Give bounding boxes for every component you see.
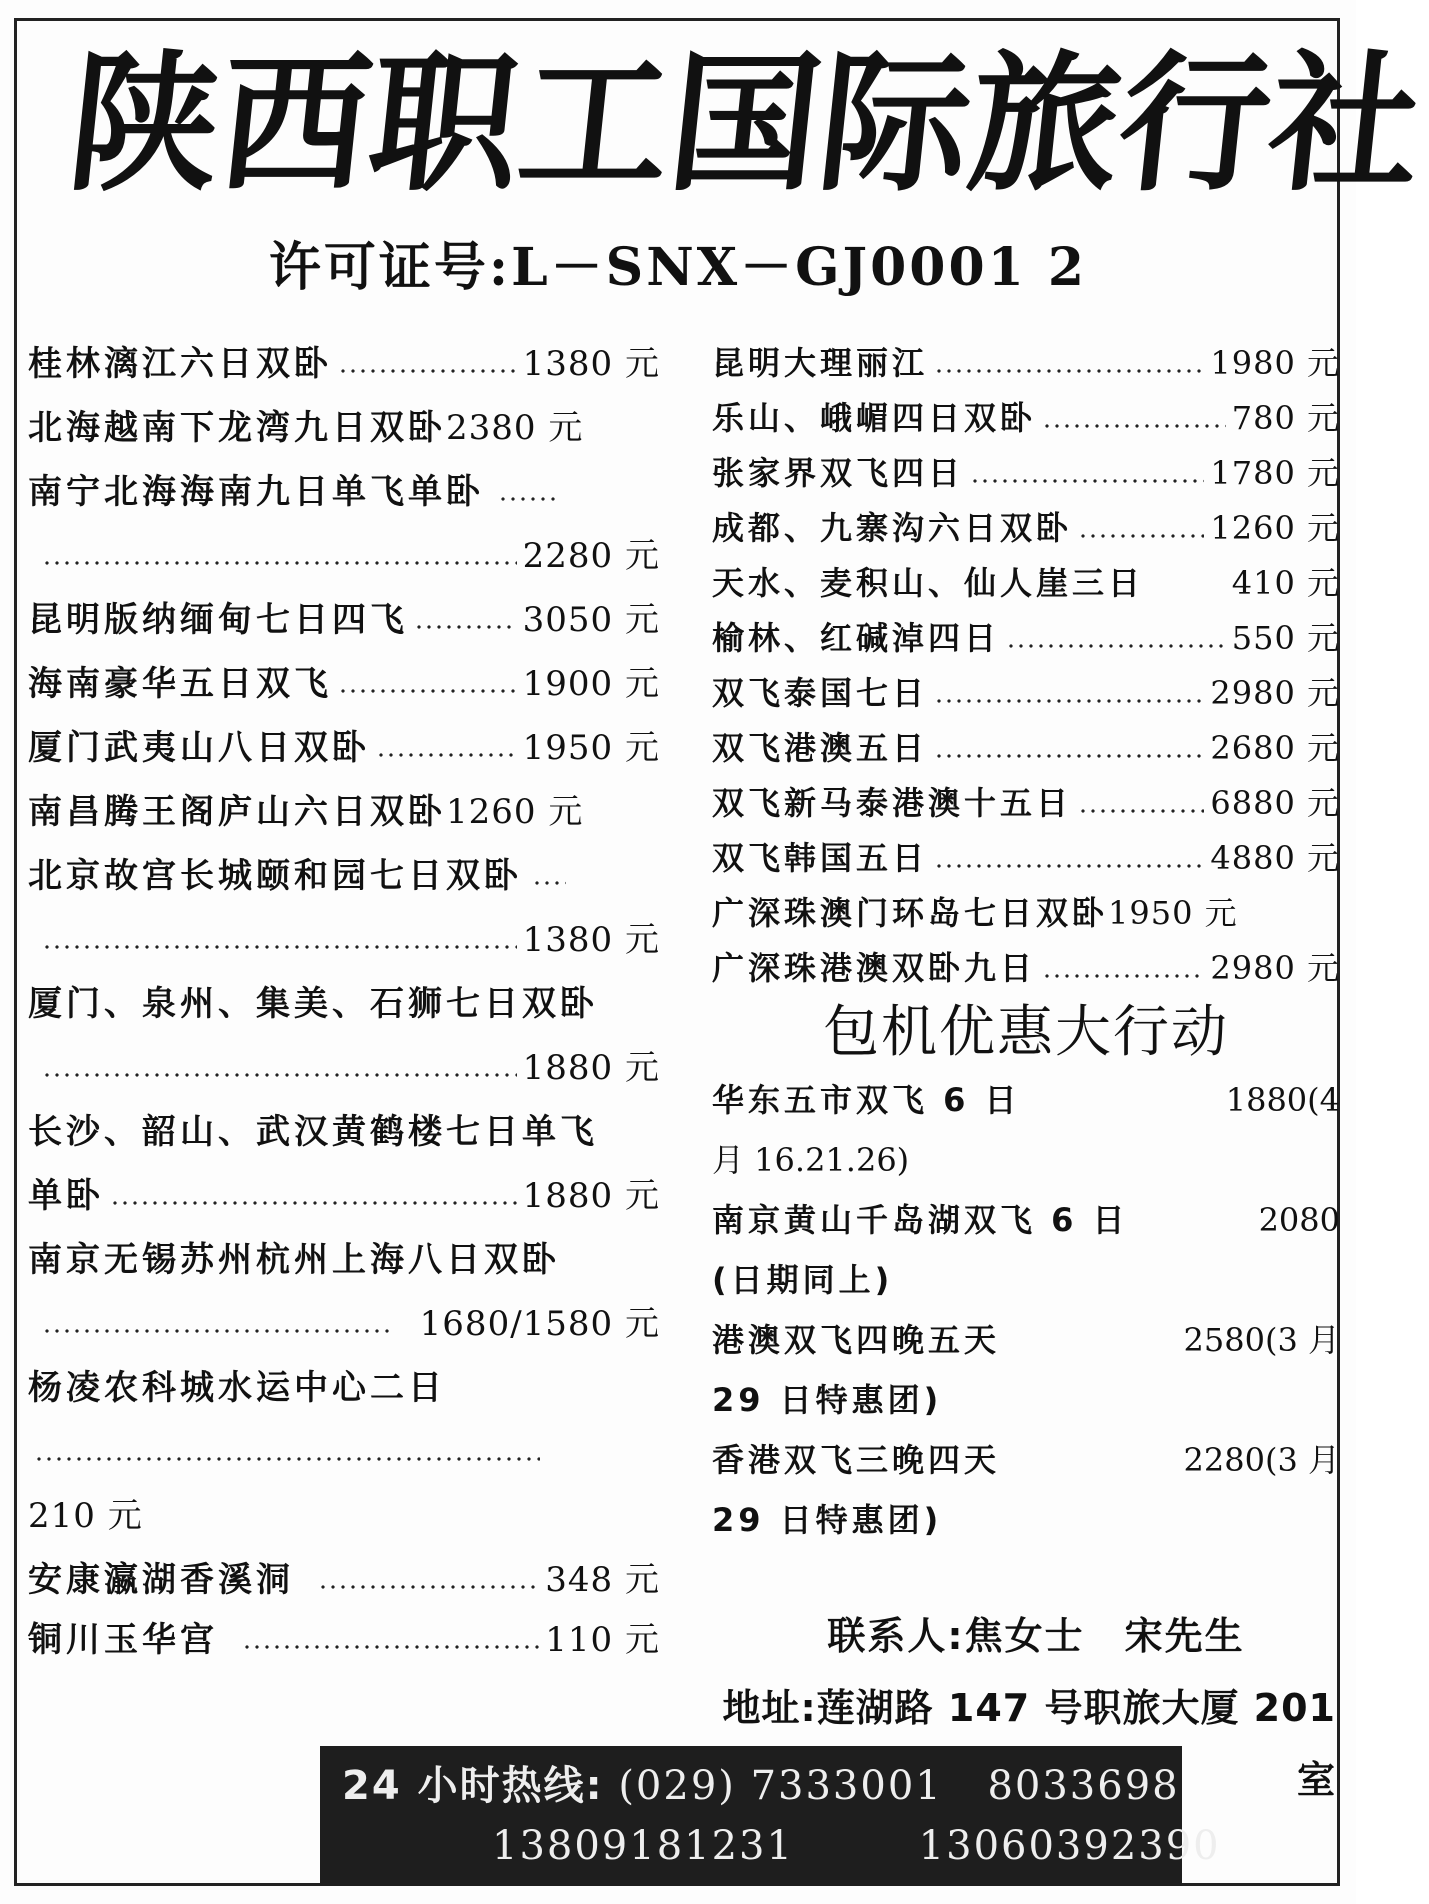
promo-name: 港澳双飞四晚五天 <box>712 1321 1001 1359</box>
list-item <box>712 611 1340 666</box>
promo-price: 2280(3 月 <box>1183 1441 1340 1479</box>
leader-dots <box>338 369 517 373</box>
mobile-number: 13060392390 <box>918 1823 1221 1869</box>
tour-price: 110 元 <box>545 1620 660 1660</box>
leader-dots <box>42 945 517 949</box>
leader-dots <box>970 479 1204 483</box>
tour-name: 双飞新马泰港澳十五日 <box>712 784 1073 822</box>
list-item <box>28 1612 660 1668</box>
title-char: 国 <box>660 36 830 212</box>
tour-price: 1380 元 <box>522 344 660 384</box>
leader-dots <box>934 369 1204 373</box>
list-item <box>28 1292 660 1356</box>
leader-dots <box>1078 809 1204 813</box>
promo-price: 2580(3 月 <box>1183 1321 1340 1359</box>
leader-dots <box>1006 644 1226 648</box>
list-item <box>712 666 1340 721</box>
leader-dots <box>1042 424 1226 428</box>
tour-price: 2280 元 <box>522 536 660 576</box>
promo-price: 1880(4 <box>1225 1081 1340 1119</box>
hotline-row <box>342 1756 1180 1816</box>
list-item <box>28 1036 660 1100</box>
tour-name: 广深珠港澳双卧九日 <box>712 949 1037 987</box>
tour-name: 厦门武夷山八日双卧 <box>28 728 370 768</box>
contact-person: 联系人:焦女士 宋先生 <box>827 1614 1245 1658</box>
tour-name: 铜川玉华宫 <box>28 1620 218 1660</box>
list-item <box>28 1420 660 1484</box>
leader-dots <box>414 625 517 629</box>
list-item <box>28 1548 660 1612</box>
tour-name: 昆明大理丽江 <box>712 344 929 382</box>
hotline-label: 24 小时热线: <box>342 1763 604 1809</box>
leader-dots <box>242 1645 539 1649</box>
tour-name: 海南豪华五日双飞 <box>28 664 332 704</box>
title-char: 旅 <box>960 36 1130 212</box>
promo-price: 2080 <box>1258 1201 1340 1239</box>
tour-price: 1950 元 <box>1108 894 1238 932</box>
tour-name: 广深珠澳门环岛七日双卧 <box>712 894 1109 932</box>
leader-dots <box>42 561 517 565</box>
phone-number: 8033698 <box>987 1763 1180 1809</box>
tour-price: 4880 元 <box>1210 839 1340 877</box>
tour-price: 1780 元 <box>1210 454 1340 492</box>
leader-dots <box>338 689 517 693</box>
promo-note-text: (日期同上) <box>712 1261 894 1299</box>
promo-note <box>712 1370 1340 1430</box>
tour-price: 1680/1580 元 <box>419 1304 660 1344</box>
list-item <box>28 1100 660 1164</box>
list-item <box>28 652 660 716</box>
list-item <box>28 1356 660 1420</box>
tour-name: 双飞泰国七日 <box>712 674 929 712</box>
list-item <box>712 831 1340 886</box>
promo-name: 香港双飞三晚四天 <box>712 1441 1001 1479</box>
tour-price: 550 元 <box>1231 619 1340 657</box>
hotline-row <box>342 1816 1221 1876</box>
tour-name: 南京无锡苏州杭州上海八日双卧 <box>28 1240 560 1280</box>
promo-name: 南京黄山千岛湖双飞 6 日 <box>712 1201 1129 1239</box>
tour-price: 348 元 <box>545 1560 660 1600</box>
title-char: 西 <box>210 36 380 212</box>
tour-name: 榆林、红碱淖四日 <box>712 619 1001 657</box>
promo-note <box>712 1130 1340 1190</box>
title-char: 社 <box>1260 36 1429 212</box>
promo-name: 华东五市双飞 6 日 <box>712 1081 1021 1119</box>
charter-promo-heading: 包机优惠大行动 <box>823 1000 1229 1065</box>
list-item <box>712 1310 1340 1370</box>
tour-price: 1950 元 <box>522 728 660 768</box>
title-char: 行 <box>1110 36 1280 212</box>
tour-name: 双飞韩国五日 <box>712 839 929 877</box>
promo-note <box>712 1250 1340 1310</box>
leader-dots <box>42 1329 390 1333</box>
list-item <box>28 1228 660 1292</box>
tour-name: 双飞港澳五日 <box>712 729 929 767</box>
list-item <box>712 941 1340 996</box>
tour-name: 安康瀛湖香溪洞 <box>28 1560 294 1600</box>
title-char: 工 <box>510 36 680 212</box>
list-item <box>712 446 1340 501</box>
list-item <box>28 332 660 396</box>
list-item <box>28 716 660 780</box>
mobile-number: 13809181231 <box>492 1823 794 1869</box>
list-item <box>712 776 1340 831</box>
tour-price: 2380 元 <box>446 408 584 448</box>
promo-note <box>712 1490 1340 1550</box>
leader-dots <box>376 753 517 757</box>
list-item <box>28 460 660 524</box>
leader-dots <box>42 1073 517 1077</box>
list-item <box>28 396 660 460</box>
leader-dots <box>498 497 558 501</box>
title-char: 职 <box>360 36 530 212</box>
left-tour-list <box>28 332 660 1668</box>
list-item <box>28 1484 660 1548</box>
tour-price: 1880 元 <box>522 1176 660 1216</box>
leader-dots <box>934 864 1204 868</box>
tour-price: 1900 元 <box>522 664 660 704</box>
list-item <box>712 336 1340 391</box>
leader-dots <box>110 1201 517 1205</box>
phone-number: (029) 7333001 <box>618 1763 943 1809</box>
list-item <box>28 844 660 908</box>
tour-name: 天水、麦积山、仙人崖三日 <box>712 564 1145 602</box>
tour-price: 2680 元 <box>1210 729 1340 767</box>
title-char: 际 <box>810 36 980 212</box>
title-char: 陕 <box>60 36 230 212</box>
list-item <box>28 972 660 1036</box>
promo-note-text: 29 日特惠团) <box>712 1501 943 1539</box>
tour-name: 杨凌农科城水运中心二日 <box>28 1368 446 1408</box>
tour-name: 桂林漓江六日双卧 <box>28 344 332 384</box>
tour-price: 780 元 <box>1231 399 1340 437</box>
tour-name: 单卧 <box>28 1176 104 1216</box>
leader-dots <box>934 754 1204 758</box>
tour-price: 410 元 <box>1231 564 1340 602</box>
tour-price: 1880 元 <box>522 1048 660 1088</box>
leader-dots <box>934 699 1204 703</box>
list-item <box>28 1164 660 1228</box>
right-tour-list <box>712 336 1340 1550</box>
tour-name: 昆明版纳缅甸七日四飞 <box>28 600 408 640</box>
list-item <box>712 1070 1340 1130</box>
tour-name: 成都、九寨沟六日双卧 <box>712 509 1073 547</box>
tour-price: 6880 元 <box>1210 784 1340 822</box>
tour-price: 2980 元 <box>1210 949 1340 987</box>
tour-name: 乐山、峨嵋四日双卧 <box>712 399 1037 437</box>
list-item <box>712 501 1340 556</box>
leader-dots <box>1042 974 1204 978</box>
list-item <box>712 391 1340 446</box>
leader-dots <box>532 881 566 885</box>
list-item <box>712 1430 1340 1490</box>
tour-name: 长沙、韶山、武汉黄鹤楼七日单飞 <box>28 1112 598 1152</box>
list-item <box>712 886 1340 941</box>
list-item <box>712 556 1340 611</box>
hotline-box <box>320 1746 1221 1886</box>
list-item <box>28 588 660 652</box>
tour-price: 1260 元 <box>446 792 584 832</box>
tour-name: 北海越南下龙湾九日双卧 <box>28 408 446 448</box>
contact-address: 地址:莲湖路 147 号职旅大厦 201 室 <box>722 1686 1336 1802</box>
tour-price: 1260 元 <box>1210 509 1340 547</box>
list-item <box>28 908 660 972</box>
tour-name: 南昌腾王阁庐山六日双卧 <box>28 792 446 832</box>
list-item <box>28 524 660 588</box>
tour-name: 北京故宫长城颐和园七日双卧 <box>28 856 522 896</box>
promo-note-text: 29 日特惠团) <box>712 1381 943 1419</box>
leader-dots <box>1078 534 1204 538</box>
leader-dots <box>34 1457 540 1461</box>
tour-name: 南宁北海海南九日单飞单卧 <box>28 472 484 512</box>
tour-price: 1980 元 <box>1210 344 1340 382</box>
list-item <box>28 780 660 844</box>
leader-dots <box>318 1585 539 1589</box>
tour-price: 3050 元 <box>522 600 660 640</box>
charter-promo-list <box>712 1070 1340 1550</box>
tour-price: 2980 元 <box>1210 674 1340 712</box>
agency-title <box>60 34 1429 214</box>
promo-note-text: 月 16.21.26) <box>712 1141 910 1179</box>
license-number: 许可证号:L－SNX－GJ0001 2 <box>268 237 1088 298</box>
list-item <box>712 721 1340 776</box>
tour-name: 厦门、泉州、集美、石狮七日双卧 <box>28 984 598 1024</box>
tour-name: 张家界双飞四日 <box>712 454 965 492</box>
list-item <box>712 1190 1340 1250</box>
tour-price: 210 元 <box>28 1496 143 1536</box>
tour-price: 1380 元 <box>522 920 660 960</box>
